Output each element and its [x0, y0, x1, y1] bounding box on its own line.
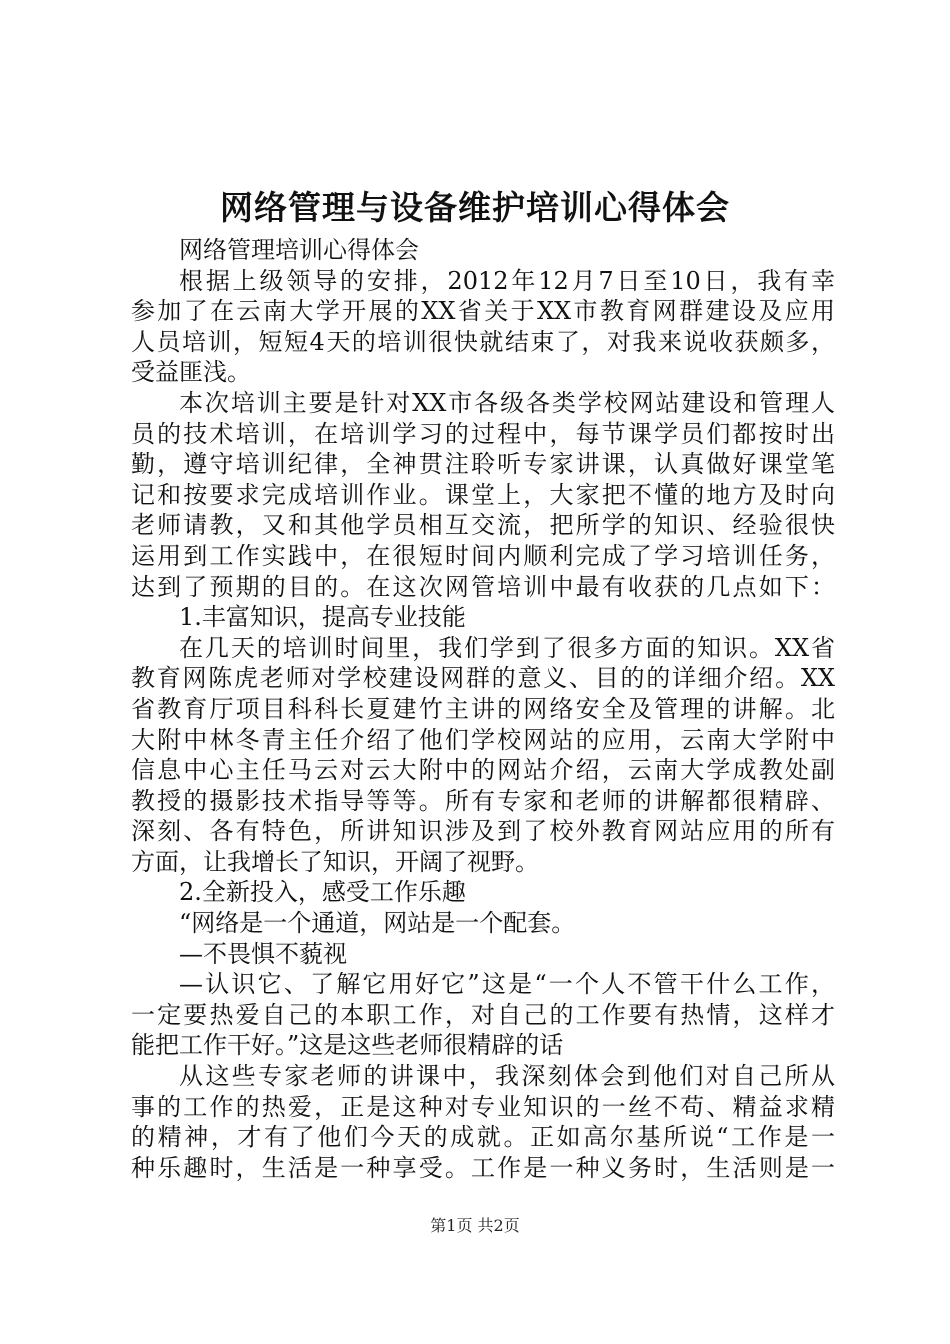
paragraph-line: 参加了在云南大学开展的XX省关于XX市教育网群建设及应用 [131, 297, 835, 326]
paragraph-line: 记和按要求完成培训作业。课堂上，大家把不懂的地方及时向 [131, 480, 835, 509]
paragraph-line: 受益匪浅。 [131, 358, 251, 387]
section-heading: 网络管理培训心得体会 [179, 236, 419, 264]
paragraph-line: 本次培训主要是针对XX市各级各类学校网站建设和管理人 [179, 388, 835, 417]
paragraph-line: 根据上级领导的安排，2012年12月7日至10日，我有幸 [179, 266, 835, 295]
page-number-footer: 第1页 共2页 [430, 1216, 520, 1235]
paragraph-line: 一定要热爱自己的本职工作，对自己的工作要有热情，这样才 [131, 1000, 835, 1029]
paragraph-line: 的精神，才有了他们今天的成就。正如高尔基所说“工作是一 [131, 1123, 835, 1152]
paragraph-line: 教育网陈虎老师对学校建设网群的意义、目的的详细介绍。XX [131, 664, 835, 693]
document-title: 网络管理与设备维护培训心得体会 [220, 188, 730, 227]
quote-line: “网络是一个通道，网站是一个配套。 [179, 909, 576, 938]
paragraph-line: 老师请教，又和其他学员相互交流，把所学的知识、经验很快 [131, 511, 835, 540]
paragraph-line: 在几天的培训时间里，我们学到了很多方面的知识。XX省 [179, 633, 835, 662]
paragraph-line: 达到了预期的目的。在这次网管培训中最有收获的几点如下： [131, 572, 835, 601]
section-heading: 1.丰富知识，提高专业技能 [179, 603, 466, 632]
paragraph-line: 大附中林冬青主任介绍了他们学校网站的应用，云南大学附中 [131, 725, 835, 754]
paragraph-line: 省教育厅项目科科长夏建竹主讲的网络安全及管理的讲解。北 [131, 694, 835, 723]
paragraph-line: 种乐趣时，生活是一种享受。工作是一种义务时，生活则是一 [131, 1153, 835, 1182]
paragraph-line: 能把工作干好。”这是这些老师很精辟的话 [131, 1031, 564, 1060]
paragraph-line: 勤，遵守培训纪律，全神贯注聆听专家讲课，认真做好课堂笔 [131, 450, 835, 479]
paragraph-line: 人员培训，短短4天的培训很快就结束了，对我来说收获颇多， [131, 327, 835, 356]
paragraph-line: 教授的摄影技术指导等等。所有专家和老师的讲解都很精辟、 [131, 786, 835, 815]
paragraph-line: 方面，让我增长了知识，开阔了视野。 [131, 847, 539, 876]
paragraph-line: 事的工作的热爱，正是这种对专业知识的一丝不苟、精益求精 [131, 1092, 835, 1121]
paragraph-line: 信息中心主任马云对云大附中的网站介绍，云南大学成教处副 [131, 756, 835, 785]
quote-line: —不畏惧不藐视 [179, 939, 347, 968]
paragraph-line: 从这些专家老师的讲课中，我深刻体会到他们对自己所从 [179, 1062, 835, 1091]
paragraph-line: 运用到工作实践中，在很短时间内顺利完成了学习培训任务， [131, 541, 835, 570]
paragraph-line: 深刻、各有特色，所讲知识涉及到了校外教育网站应用的所有 [131, 817, 835, 846]
paragraph-line: 员的技术培训，在培训学习的过程中，每节课学员们都按时出 [131, 419, 835, 448]
document-body [131, 235, 835, 1183]
paragraph-line: —认识它、了解它用好它”这是“一个人不管干什么工作， [179, 970, 835, 999]
section-heading: 2.全新投入，感受工作乐趣 [179, 878, 466, 907]
